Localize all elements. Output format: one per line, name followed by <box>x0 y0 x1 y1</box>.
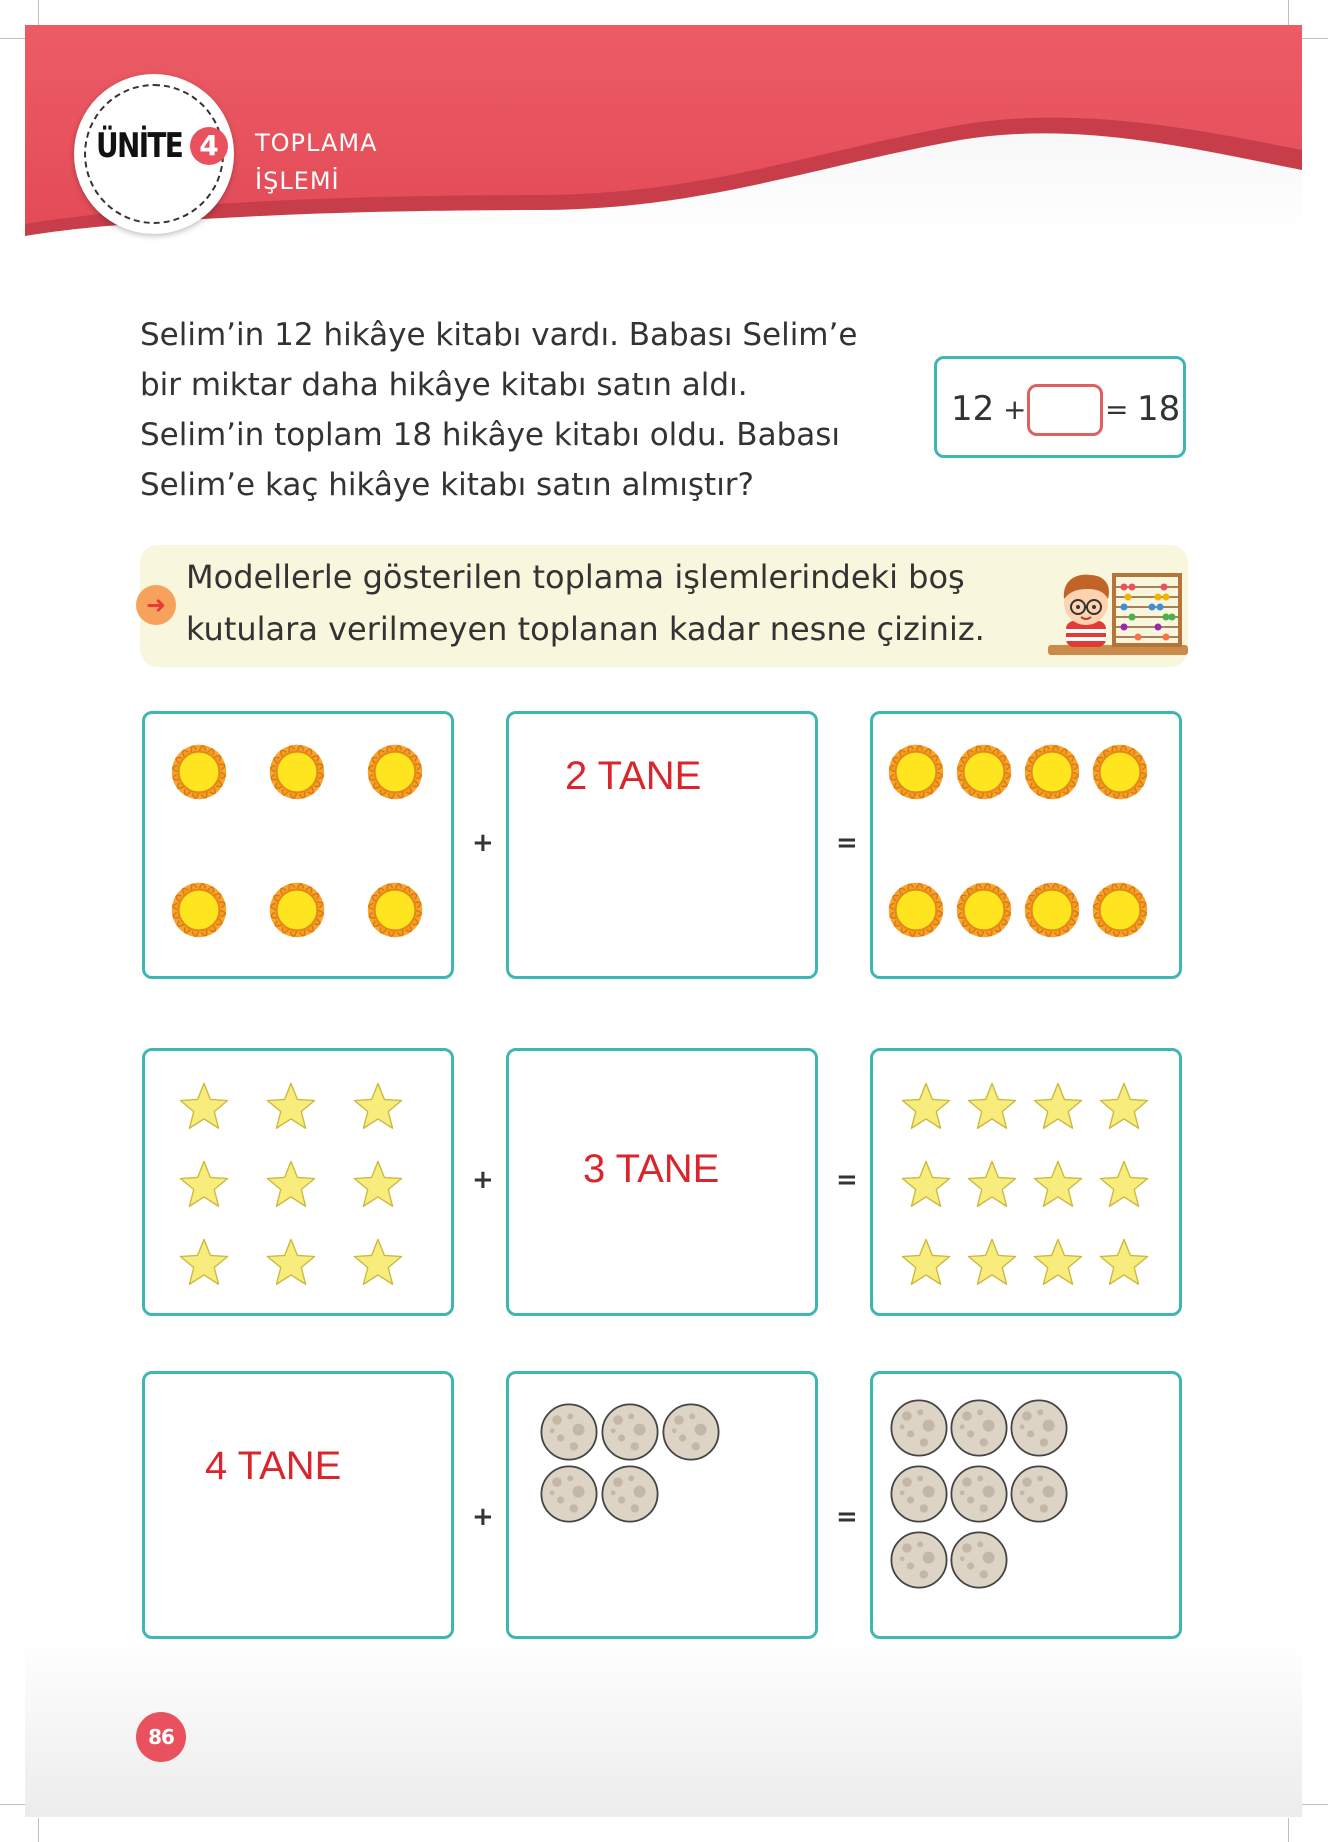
moon-icon <box>661 1402 721 1466</box>
star-icon <box>965 1235 1019 1293</box>
word-problem <box>140 310 858 510</box>
instruction-box <box>140 545 1188 667</box>
sun-icon <box>1086 738 1154 810</box>
problem-line: Selim’e kaç hikâye kitabı satın almıştır? <box>140 467 755 503</box>
moon-icon <box>1009 1464 1069 1528</box>
equation-equals: = <box>1105 393 1129 426</box>
sun-icon <box>950 738 1018 810</box>
star-icon <box>1031 1157 1085 1215</box>
arrow-right-icon: ➜ <box>136 585 176 625</box>
row1-answer-note: 2 TANE <box>565 754 702 798</box>
sun-icon <box>361 738 429 810</box>
equation-right: 18 <box>1137 389 1181 429</box>
star-icon <box>1097 1157 1151 1215</box>
crop-mark <box>1288 0 1289 25</box>
row2-second-addend-box[interactable] <box>506 1048 818 1316</box>
moon-icon <box>539 1464 599 1528</box>
page-number: 86 <box>136 1712 186 1762</box>
row3-second-addend-box <box>506 1371 818 1639</box>
unit-label: ÜNİTE <box>96 126 183 166</box>
problem-line: bir miktar daha hikâye kitabı satın aldı. <box>140 367 748 403</box>
star-icon <box>351 1157 405 1215</box>
star-icon <box>177 1079 231 1137</box>
unit-number: 4 <box>190 127 228 165</box>
row2-answer-note: 3 TANE <box>583 1147 720 1191</box>
unit-badge <box>74 74 234 234</box>
row2-first-addend-box <box>142 1048 454 1316</box>
moon-icon <box>1009 1398 1069 1462</box>
equation-box <box>934 356 1186 458</box>
equation-left: 12 <box>951 389 995 429</box>
equation-plus: + <box>1003 393 1027 426</box>
crop-mark <box>0 1804 25 1805</box>
sun-icon <box>361 876 429 948</box>
unit-topic-line1: TOPLAMA <box>255 129 378 157</box>
moon-icon <box>889 1464 949 1528</box>
moon-icon <box>889 1398 949 1462</box>
moon-icon <box>949 1464 1009 1528</box>
star-icon <box>264 1157 318 1215</box>
star-icon <box>177 1157 231 1215</box>
moon-icon <box>949 1398 1009 1462</box>
star-icon <box>351 1235 405 1293</box>
unit-topic <box>255 124 378 200</box>
sun-icon <box>1086 876 1154 948</box>
moon-icon <box>539 1402 599 1466</box>
sun-icon <box>950 876 1018 948</box>
row2-sum-box <box>870 1048 1182 1316</box>
moon-icon <box>889 1530 949 1594</box>
row3-answer-note: 4 TANE <box>205 1444 342 1488</box>
star-icon <box>965 1157 1019 1215</box>
equals-sign: = <box>836 1502 858 1532</box>
star-icon <box>264 1235 318 1293</box>
row1-first-addend-box <box>142 711 454 979</box>
row3-sum-box <box>870 1371 1182 1639</box>
instruction-text <box>186 551 985 655</box>
star-icon <box>899 1079 953 1137</box>
plus-sign: + <box>472 828 494 858</box>
star-icon <box>351 1079 405 1137</box>
star-icon <box>1097 1079 1151 1137</box>
crop-mark <box>38 0 39 25</box>
row3-first-addend-box[interactable] <box>142 1371 454 1639</box>
sun-icon <box>1018 738 1086 810</box>
problem-line: Selim’in toplam 18 hikâye kitabı oldu. Babası <box>140 417 841 453</box>
sun-icon <box>165 876 233 948</box>
star-icon <box>899 1235 953 1293</box>
instruction-line: kutulara verilmeyen toplanan kadar nesne çiziniz. <box>186 610 985 648</box>
star-icon <box>1031 1079 1085 1137</box>
instruction-line: Modellerle gösterilen toplama işlemlerindeki boş <box>186 558 965 596</box>
star-icon <box>965 1079 1019 1137</box>
sun-icon <box>263 738 331 810</box>
unit-topic-line2: İŞLEMİ <box>255 167 340 195</box>
crop-mark <box>1302 1804 1328 1805</box>
row1-sum-box <box>870 711 1182 979</box>
row1-second-addend-box[interactable] <box>506 711 818 979</box>
moon-icon <box>949 1530 1009 1594</box>
plus-sign: + <box>472 1165 494 1195</box>
crop-mark <box>38 1818 39 1842</box>
crop-mark <box>1288 1818 1289 1842</box>
equals-sign: = <box>836 828 858 858</box>
sun-icon <box>882 738 950 810</box>
moon-icon <box>600 1402 660 1466</box>
sun-icon <box>165 738 233 810</box>
plus-sign: + <box>472 1502 494 1532</box>
sun-icon <box>882 876 950 948</box>
sun-icon <box>1018 876 1086 948</box>
star-icon <box>177 1235 231 1293</box>
equals-sign: = <box>836 1165 858 1195</box>
problem-line: Selim’in 12 hikâye kitabı vardı. Babası Selim’e <box>140 317 858 353</box>
star-icon <box>1097 1235 1151 1293</box>
star-icon <box>899 1157 953 1215</box>
star-icon <box>264 1079 318 1137</box>
boy-with-abacus-illustration <box>1048 563 1188 663</box>
moon-icon <box>600 1464 660 1528</box>
equation-blank-input[interactable] <box>1027 384 1103 436</box>
star-icon <box>1031 1235 1085 1293</box>
sun-icon <box>263 876 331 948</box>
crop-mark <box>0 38 25 39</box>
crop-mark <box>1302 38 1328 39</box>
